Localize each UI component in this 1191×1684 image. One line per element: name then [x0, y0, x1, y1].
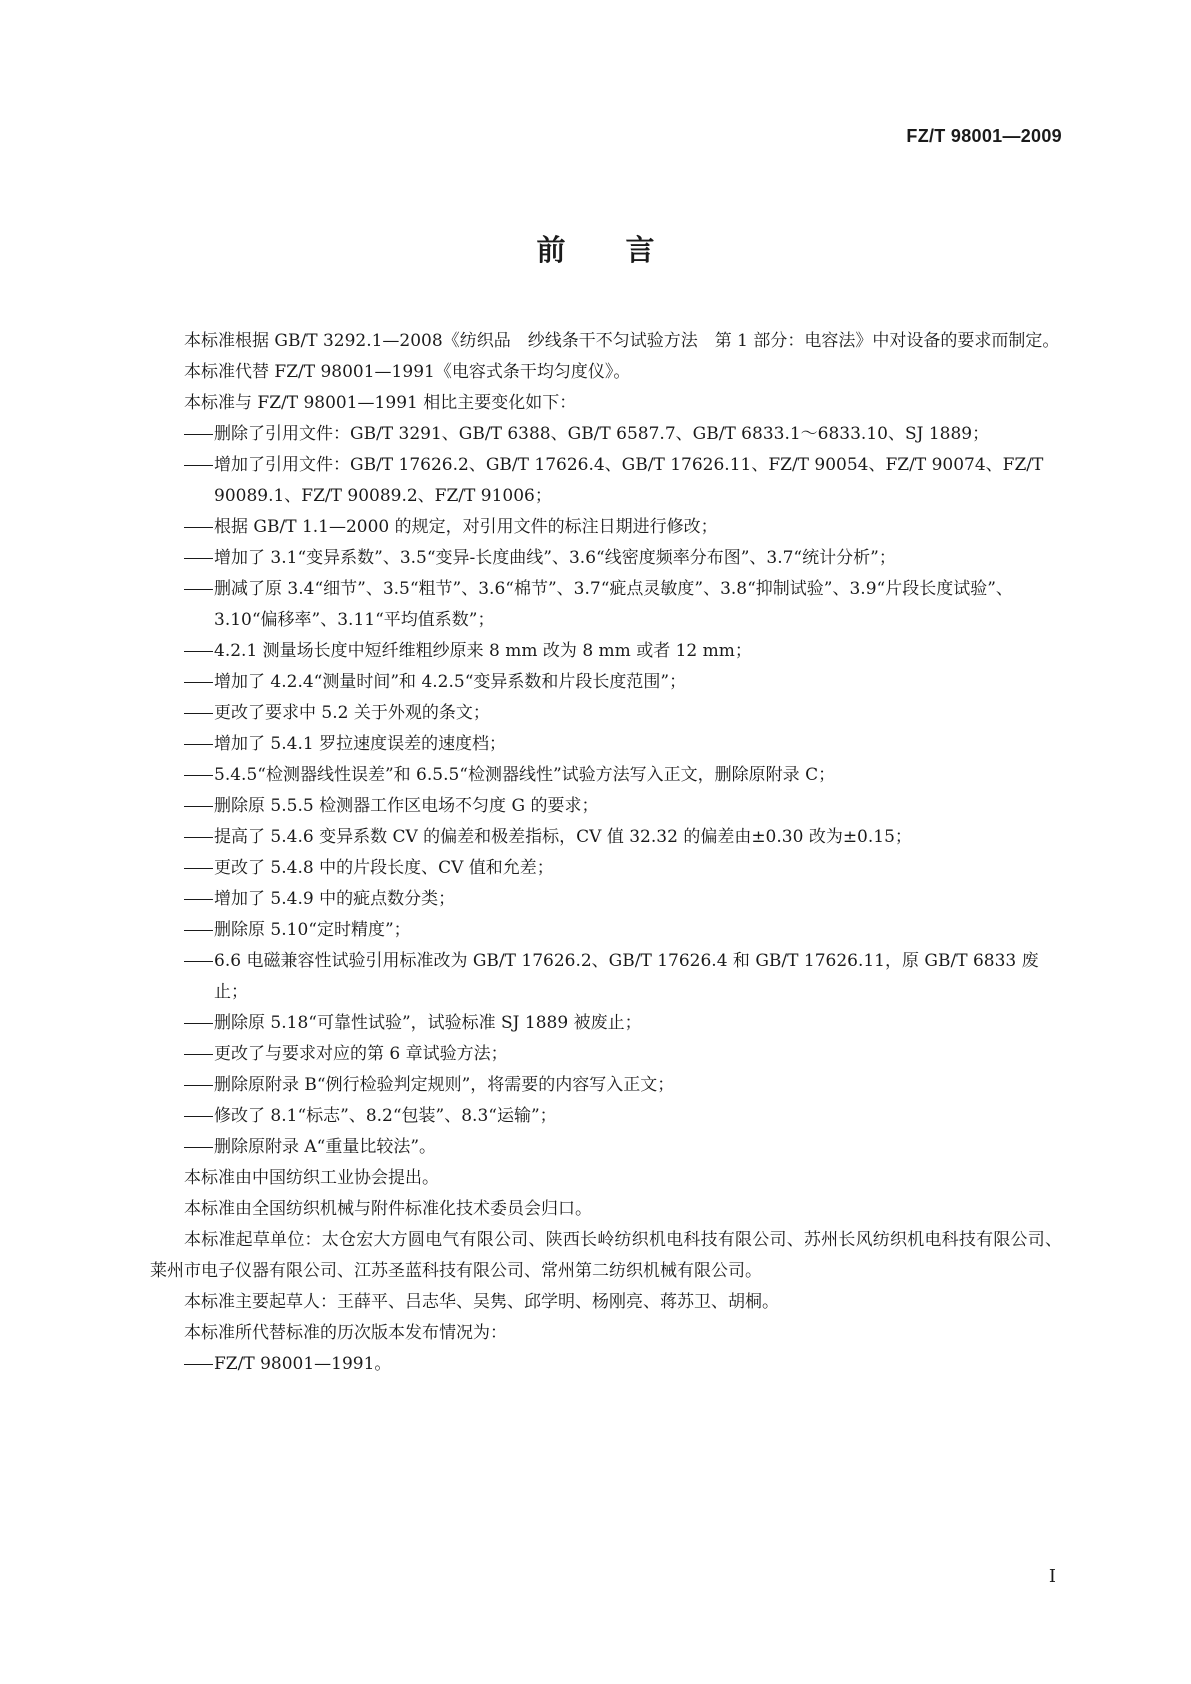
centralized-paragraph: 本标准由全国纺织机械与附件标准化技术委员会归口。 — [184, 1199, 592, 1219]
dash-marker — [184, 450, 214, 481]
intro-paragraph: 本标准根据 GB/T 3292.1—2008《纺织品 纱线条干不匀试验方法 第 1 部分：电容法》中对设备的要求而制定。 — [184, 331, 1060, 351]
dash-marker — [184, 1132, 214, 1163]
history-intro: 本标准所代替标准的历次版本发布情况为： — [184, 1323, 507, 1343]
change-item: 5.4.5“检测器线性误差”和 6.5.5“检测器线性”试验方法写入正文，删除原附录 C； — [150, 760, 1062, 791]
change-item: 4.2.1 测量场长度中短纤维粗纱原来 8 mm 改为 8 mm 或者 12 mm； — [150, 636, 1062, 667]
dash-marker — [184, 1008, 214, 1039]
drafters-paragraph: 本标准主要起草人：王薛平、吕志华、吴隽、邱学明、杨刚亮、蒋苏卫、胡桐。 — [184, 1292, 779, 1312]
page-number: I — [1048, 1566, 1056, 1587]
dash-marker — [184, 636, 214, 667]
dash-marker — [184, 853, 214, 884]
change-item: 增加了 5.4.9 中的疵点数分类； — [150, 884, 1062, 915]
change-item: 删除了引用文件：GB/T 3291、GB/T 6388、GB/T 6587.7、GB/T 6833.1～6833.10、SJ 1889； — [150, 419, 1062, 450]
change-item: 增加了 4.2.4“测量时间”和 4.2.5“变异系数和片段长度范围”； — [150, 667, 1062, 698]
drafting-units-paragraph: 本标准起草单位：太仓宏大方圆电气有限公司、陕西长岭纺织机电科技有限公司、苏州长风纺织机电科技有限公司、莱州市电子仪器有限公司、江苏圣蓝科技有限公司、常州第二纺织机械有限公司。 — [150, 1230, 1062, 1281]
dash-marker — [184, 1101, 214, 1132]
proposer-paragraph: 本标准由中国纺织工业协会提出。 — [184, 1168, 439, 1188]
change-item: 更改了要求中 5.2 关于外观的条文； — [150, 698, 1062, 729]
standard-code: FZ/T 98001—2009 — [906, 126, 1062, 146]
history-item: FZ/T 98001—1991。 — [150, 1349, 1062, 1380]
dash-marker — [184, 760, 214, 791]
change-item: 提高了 5.4.6 变异系数 CV 的偏差和极差指标，CV 值 32.32 的偏差由±0.30 改为±0.15； — [150, 822, 1062, 853]
change-item: 删除原 5.5.5 检测器工作区电场不匀度 G 的要求； — [150, 791, 1062, 822]
dash-marker — [184, 543, 214, 574]
change-item: 删除原 5.10“定时精度”； — [150, 915, 1062, 946]
changes-intro: 本标准与 FZ/T 98001—1991 相比主要变化如下： — [184, 393, 577, 413]
change-item: 删除原 5.18“可靠性试验”，试验标准 SJ 1889 被废止； — [150, 1008, 1062, 1039]
change-item: 更改了与要求对应的第 6 章试验方法； — [150, 1039, 1062, 1070]
change-item: 根据 GB/T 1.1—2000 的规定，对引用文件的标注日期进行修改； — [150, 512, 1062, 543]
dash-marker — [184, 419, 214, 450]
change-item: 更改了 5.4.8 中的片段长度、CV 值和允差； — [150, 853, 1062, 884]
change-item: 修改了 8.1“标志”、8.2“包装”、8.3“运输”； — [150, 1101, 1062, 1132]
dash-marker — [184, 729, 214, 760]
change-item: 增加了引用文件：GB/T 17626.2、GB/T 17626.4、GB/T 17626.11、FZ/T 90054、FZ/T 90074、FZ/T 90089.1、FZ/T 90089.2、FZ/T 91006； — [150, 450, 1062, 512]
dash-marker — [184, 667, 214, 698]
change-item: 删减了原 3.4“细节”、3.5“粗节”、3.6“棉节”、3.7“疵点灵敏度”、3.8“抑制试验”、3.9“片段长度试验”、3.10“偏移率”、3.11“平均值系数”； — [150, 574, 1062, 636]
dash-marker — [184, 822, 214, 853]
dash-marker — [184, 791, 214, 822]
change-item: 6.6 电磁兼容性试验引用标准改为 GB/T 17626.2、GB/T 17626.4 和 GB/T 17626.11，原 GB/T 6833 废止； — [150, 946, 1062, 1008]
document-body — [150, 326, 1062, 1380]
dash-marker — [184, 1039, 214, 1070]
change-item: 增加了 5.4.1 罗拉速度误差的速度档； — [150, 729, 1062, 760]
dash-marker — [184, 574, 214, 605]
change-list — [150, 419, 1062, 1163]
dash-marker — [184, 1070, 214, 1101]
dash-marker — [184, 915, 214, 946]
change-item: 删除原附录 A“重量比较法”。 — [150, 1132, 1062, 1163]
dash-marker — [184, 698, 214, 729]
change-item: 增加了 3.1“变异系数”、3.5“变异-长度曲线”、3.6“线密度频率分布图”、3.7“统计分析”； — [150, 543, 1062, 574]
dash-marker — [184, 884, 214, 915]
dash-marker — [184, 946, 214, 977]
dash-marker — [184, 512, 214, 543]
replaces-paragraph: 本标准代替 FZ/T 98001—1991《电容式条干均匀度仪》。 — [184, 362, 631, 382]
dash-marker — [184, 1349, 214, 1380]
page-title: 前言 — [536, 233, 715, 267]
change-item: 删除原附录 B“例行检验判定规则”，将需要的内容写入正文； — [150, 1070, 1062, 1101]
